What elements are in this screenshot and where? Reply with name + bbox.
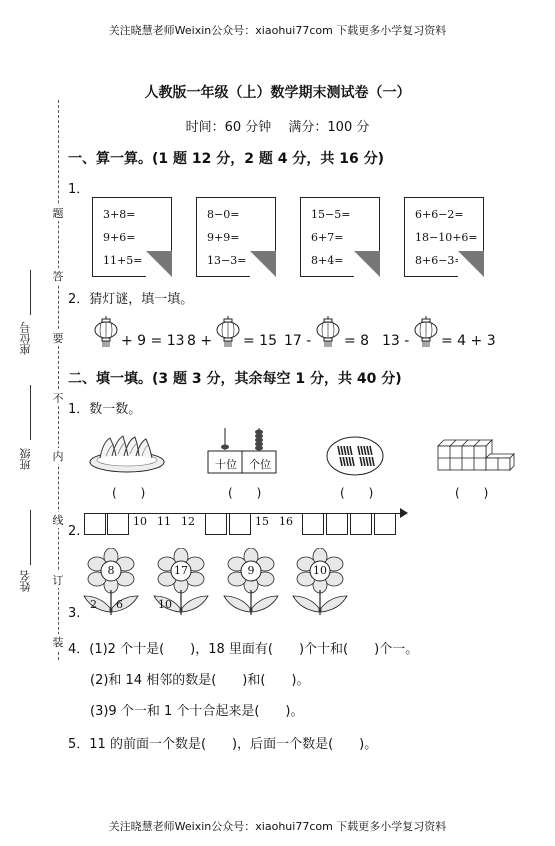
calc-card [92, 197, 172, 277]
equation: 8+6−3= [415, 254, 464, 267]
answer-blank[interactable]: ( ) [455, 486, 489, 500]
riddle-expression: = 8 [344, 333, 370, 349]
equation: 11+5= [103, 254, 143, 267]
calc-card [404, 197, 484, 277]
binding-char: 不 [46, 390, 70, 406]
number-line-box[interactable] [229, 513, 251, 535]
number-flower [150, 548, 212, 616]
class-label: 班级 [19, 448, 32, 470]
number-line-label: 11 [157, 515, 171, 528]
number-line-label: 15 [255, 515, 269, 528]
q2-4-part2: (2)和 14 相邻的数是( )和( )。 [90, 673, 310, 688]
binding-char: 内 [46, 448, 70, 464]
answer-blank[interactable]: ( ) [112, 486, 146, 500]
footer-watermark: 关注晓慧老师Weixin公众号：xiaohui77com 下载更多小学复习资料 [108, 820, 447, 833]
lantern-icon [413, 316, 439, 348]
equation: 13−3= [207, 254, 247, 267]
flower-center-number: 10 [313, 564, 327, 577]
flower-center-number: 8 [107, 564, 115, 577]
seat-number-line [30, 270, 31, 315]
equation: 6+6−2= [415, 208, 464, 221]
number-line-label: 10 [133, 515, 147, 528]
number-flower [80, 548, 142, 616]
peach-plate-icon [88, 432, 166, 474]
leaf-number: 10 [158, 598, 172, 611]
q2-5: 5．11 的前面一个数是( )，后面一个数是( )。 [68, 737, 378, 752]
lantern-icon [315, 316, 341, 348]
equation: 6+7= [311, 231, 344, 244]
binding-char: 题 [46, 205, 70, 221]
number-line-box[interactable] [350, 513, 372, 535]
riddle-expression: 13 - [382, 333, 410, 349]
section2-heading: 二、填一填。(3 题 3 分，其余每空 1 分，共 40 分) [68, 371, 402, 387]
calc-card [196, 197, 276, 277]
page-title: 人教版一年级（上）数学期末测试卷（一） [144, 85, 411, 101]
flower-icon [220, 548, 282, 616]
q2-2-label: 2. [68, 524, 81, 539]
q2-4-part1: 4．(1)2 个十是( )，18 里面有( )个十和( )个一。 [68, 642, 419, 657]
flower-center-number: 17 [174, 564, 188, 577]
binding-char: 订 [46, 572, 70, 588]
number-line-box[interactable] [302, 513, 324, 535]
lantern-icon [93, 316, 119, 348]
page-curl [250, 251, 276, 277]
equation: 3+8= [103, 208, 136, 221]
equation: 18−10+6= [415, 231, 478, 244]
number-line-box[interactable] [107, 513, 129, 535]
leaf-number: 2 [90, 598, 97, 611]
exam-info: 时间：60 分钟 满分：100 分 [185, 120, 370, 135]
stick-bundle-icon [326, 436, 384, 476]
riddle-expression: + 9 = 13 [121, 333, 185, 349]
equation: 9+6= [103, 231, 136, 244]
tens-place-label: 十位 [215, 458, 237, 471]
riddle-expression: 17 - [284, 333, 312, 349]
equation: 8+4= [311, 254, 344, 267]
page-curl [458, 251, 484, 277]
equation: 15−5= [311, 208, 351, 221]
ones-place-label: 个位 [249, 458, 271, 471]
q2-label: 2．猜灯谜，填一填。 [68, 292, 194, 307]
binding-char: 线 [46, 512, 70, 528]
q1-label: 1． [68, 182, 90, 197]
page-curl [146, 251, 172, 277]
q2-4-part3: (3)9 个一和 1 个十合起来是( )。 [90, 704, 304, 719]
header-watermark: 关注晓慧老师Weixin公众号：xiaohui77com 下载更多小学复习资料 [108, 24, 447, 37]
number-line-label: 12 [181, 515, 195, 528]
binding-char: 装 [46, 634, 70, 650]
page-curl [354, 251, 380, 277]
seat-number-label: 座位号 [19, 322, 32, 355]
arrow-right-icon [400, 508, 408, 518]
riddle-expression: = 4 + 3 [441, 333, 496, 349]
lantern-icon [215, 316, 241, 348]
number-line-box[interactable] [326, 513, 348, 535]
number-flower [289, 548, 351, 616]
equation: 8−0= [207, 208, 240, 221]
name-line [30, 510, 31, 565]
riddle-expression: 8 + [187, 333, 213, 349]
section1-heading: 一、算一算。(1 题 12 分，2 题 4 分，共 16 分) [68, 151, 384, 167]
binding-char: 要 [46, 330, 70, 346]
number-line-box[interactable] [205, 513, 227, 535]
cubes-icon [436, 436, 516, 472]
q2-1-label: 1．数一数。 [68, 402, 142, 417]
name-label: 姓名 [19, 570, 32, 592]
flower-icon [289, 548, 351, 616]
leaf-number: 6 [116, 598, 123, 611]
flower-center-number: 9 [247, 564, 255, 577]
class-line [30, 385, 31, 440]
riddle-expression: = 15 [243, 333, 277, 349]
number-line-box[interactable] [374, 513, 396, 535]
number-flower [220, 548, 282, 616]
calc-card [300, 197, 380, 277]
equation: 9+9= [207, 231, 240, 244]
number-line-label: 16 [279, 515, 293, 528]
answer-blank[interactable]: ( ) [340, 486, 374, 500]
number-line-box[interactable] [84, 513, 106, 535]
answer-blank[interactable]: ( ) [228, 486, 262, 500]
q2-3-label: 3. [68, 606, 81, 621]
binding-char: 答 [46, 268, 70, 284]
